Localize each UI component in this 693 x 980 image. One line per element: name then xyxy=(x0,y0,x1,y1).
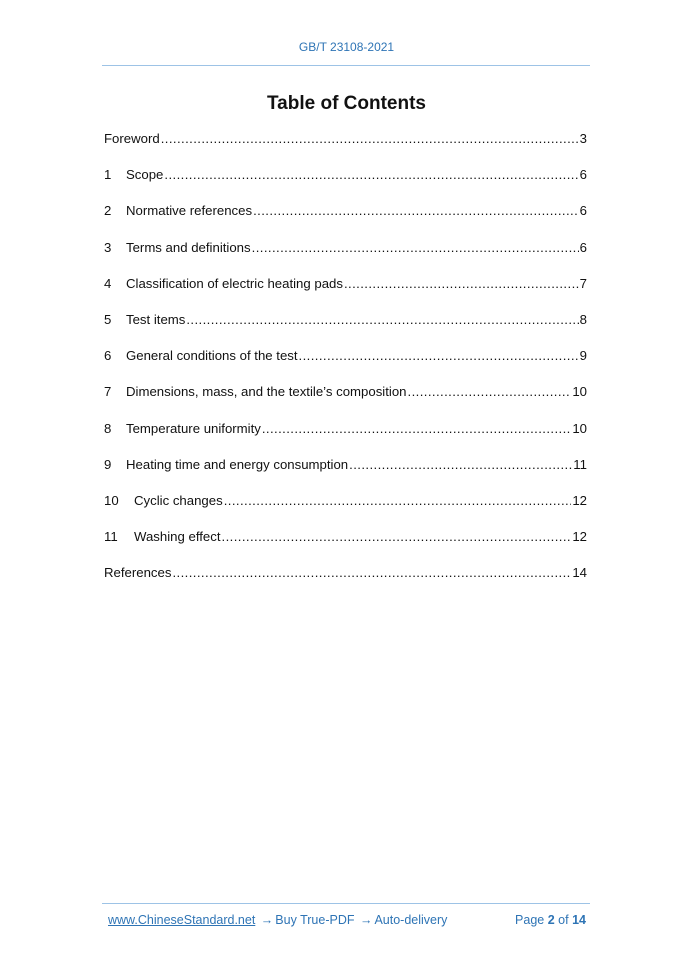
toc-entry-title: Foreword xyxy=(104,131,160,146)
of-label: of xyxy=(558,913,569,927)
page-label: Page xyxy=(515,913,545,927)
toc-entry-title: Washing effect xyxy=(134,529,221,545)
header-divider xyxy=(102,65,590,66)
toc-dot-leader xyxy=(186,312,578,327)
toc-entry-title: Cyclic changes xyxy=(134,492,223,508)
buy-true-pdf-text: Buy True-PDF xyxy=(275,913,355,927)
toc-entry-title: Classification of electric heating pads xyxy=(126,275,343,291)
site-link[interactable]: www.ChineseStandard.net xyxy=(108,913,256,927)
header-standard-code: GB/T 23108-2021 xyxy=(298,40,395,54)
toc-dot-leader xyxy=(224,493,572,508)
toc-entry-foreword[interactable] xyxy=(104,131,587,167)
toc-entry-page: 7 xyxy=(579,275,587,291)
toc-entry-title: Terms and definitions xyxy=(126,239,251,255)
toc-entry-title: Dimensions, mass, and the textile’s composition xyxy=(126,384,407,400)
toc-entry-dimensions-mass[interactable] xyxy=(104,384,587,420)
toc-entry-references[interactable] xyxy=(104,565,587,601)
toc-dot-leader xyxy=(164,167,578,182)
toc-entry-page: 14 xyxy=(572,565,587,581)
toc-entry-title: Temperature uniformity xyxy=(126,420,261,436)
arrow-right-icon: → xyxy=(359,913,373,927)
toc-entry-number: 2 xyxy=(104,203,112,219)
toc-entry-number: 11 xyxy=(104,529,118,545)
toc-dot-leader xyxy=(252,240,579,255)
toc-entry-number: 4 xyxy=(104,275,112,291)
toc-entry-classification[interactable] xyxy=(104,276,587,312)
toc-entry-normative-references[interactable] xyxy=(104,203,587,239)
toc-entry-temperature-uniformity[interactable] xyxy=(104,421,587,457)
toc-entry-general-conditions[interactable] xyxy=(104,348,587,384)
toc-entry-title: General conditions of the test xyxy=(126,348,298,364)
toc-dot-leader xyxy=(349,457,572,472)
toc-entry-scope[interactable] xyxy=(104,167,587,203)
arrow-right-icon: → xyxy=(260,913,274,927)
page-indicator xyxy=(515,913,586,927)
toc-entry-page: 8 xyxy=(579,311,587,327)
total-pages-number: 14 xyxy=(572,913,586,927)
toc-entry-page: 10 xyxy=(572,420,587,436)
toc-dot-leader xyxy=(299,348,579,363)
toc-entry-number: 8 xyxy=(104,420,112,436)
footer-promo xyxy=(108,913,447,927)
toc-entry-number: 6 xyxy=(104,348,112,364)
toc-entry-page: 12 xyxy=(572,529,587,545)
toc-entry-title: Heating time and energy consumption xyxy=(126,456,349,472)
toc-entry-terms-and-definitions[interactable] xyxy=(104,240,587,276)
toc-entry-cyclic-changes[interactable] xyxy=(104,493,587,529)
toc-dot-leader xyxy=(408,384,572,399)
toc-dot-leader xyxy=(222,529,572,544)
toc-entry-number: 7 xyxy=(104,384,112,400)
toc-dot-leader xyxy=(262,421,571,436)
toc-entry-page: 11 xyxy=(573,456,587,472)
toc-entry-title: Scope xyxy=(126,167,164,183)
toc-dot-leader xyxy=(161,131,579,146)
toc-entry-page: 6 xyxy=(579,167,587,183)
toc-entry-title: Test items xyxy=(126,311,186,327)
toc-entry-page: 3 xyxy=(579,131,587,146)
toc-list xyxy=(104,131,587,601)
current-page-number: 2 xyxy=(547,913,555,927)
toc-entry-page: 12 xyxy=(572,492,587,508)
toc-entry-page: 10 xyxy=(572,384,587,400)
toc-dot-leader xyxy=(253,203,579,218)
toc-entry-number: 10 xyxy=(104,492,119,508)
toc-entry-heating-time[interactable] xyxy=(104,457,587,493)
toc-entry-number: 9 xyxy=(104,456,112,472)
toc-entry-page: 6 xyxy=(579,203,587,219)
auto-delivery-text: Auto-delivery xyxy=(374,913,448,927)
toc-entry-title: References xyxy=(104,565,172,581)
toc-entry-washing-effect[interactable] xyxy=(104,529,587,565)
footer-divider xyxy=(102,903,590,904)
toc-dot-leader xyxy=(344,276,579,291)
toc-entry-page: 6 xyxy=(579,239,587,255)
toc-entry-number: 5 xyxy=(104,311,112,327)
toc-heading: Table of Contents xyxy=(266,93,427,114)
toc-entry-test-items[interactable] xyxy=(104,312,587,348)
toc-entry-number: 3 xyxy=(104,239,112,255)
footer xyxy=(108,913,586,927)
toc-entry-page: 9 xyxy=(579,348,587,364)
toc-entry-number: 1 xyxy=(104,167,112,183)
toc-entry-title: Normative references xyxy=(126,203,253,219)
toc-dot-leader xyxy=(172,565,571,580)
